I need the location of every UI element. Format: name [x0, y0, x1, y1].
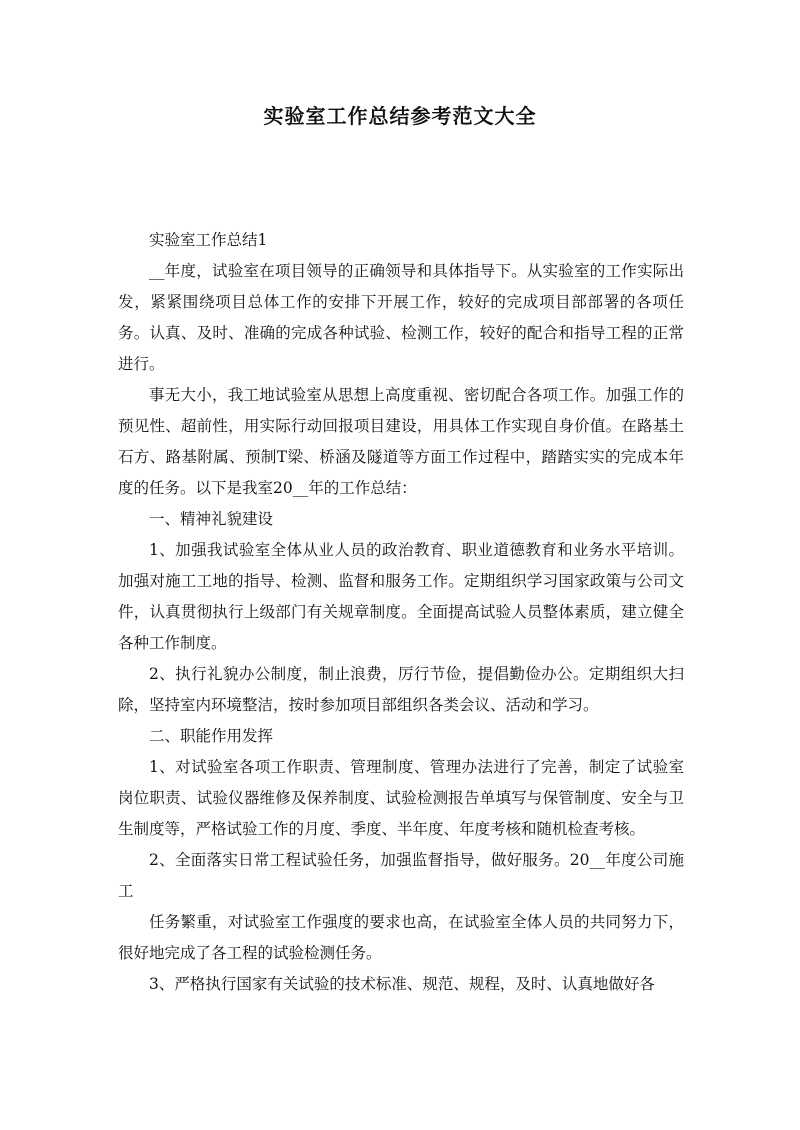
- section-heading: 二、职能作用发挥: [149, 727, 274, 745]
- section-heading: 一、精神礼貌建设: [149, 510, 274, 528]
- paragraph: 3、严格执行国家有关试验的技术标准、规范、规程，及时、认真地做好各: [149, 975, 655, 993]
- paragraph: 任务繁重，对试验室工作强度的要求也高，在试验室全体人员的共同努力下，很好地完成了各工程的试验检测任务。: [118, 913, 684, 962]
- paragraph: 1、对试验室各项工作职责、管理制度、管理办法进行了完善，制定了试验室岗位职责、试验仪器维修及保养制度、试验检测报告单填写与保管制度、安全与卫生制度等，严格试验工作的月度、季度、半年度、年度考核和随机检查考核。: [118, 758, 684, 838]
- paragraph: __年度，试验室在项目领导的正确领导和具体指导下。从实验室的工作实际出发，紧紧围绕项目总体工作的安排下开展工作，较好的完成项目部部署的各项任务。认真、及时、准确的完成各种试验、检测工作，较好的配合和指导工程的正常进行。: [118, 262, 684, 373]
- paragraph: 1、加强我试验室全体从业人员的政治教育、职业道德教育和业务水平培训。加强对施工工地的指导、检测、监督和服务工作。定期组织学习国家政策与公司文件，认真贯彻执行上级部门有关规章制度。全面提高试验人员整体素质，建立健全各种工作制度。: [118, 541, 684, 652]
- paragraph: 事无大小，我工地试验室从思想上高度重视、密切配合各项工作。加强工作的预见性、超前性，用实际行动回报项目建设，用具体工作实现自身价值。在路基土石方、路基附属、预制T梁、桥涵及隧道等方面工作过程中，踏踏实实的完成本年度的任务。以下是我室20__年的工作总结：: [118, 386, 684, 497]
- document-body: [118, 225, 684, 1000]
- document-title: 实验室工作总结参考范文大全: [263, 104, 537, 128]
- section-heading: 实验室工作总结1: [149, 231, 268, 249]
- paragraph: 2、全面落实日常工程试验任务，加强监督指导，做好服务。20__年度公司施工: [118, 851, 684, 900]
- paragraph: 2、执行礼貌办公制度，制止浪费，厉行节俭，提倡勤俭办公。定期组织大扫除，坚持室内环境整洁，按时参加项目部组织各类会议、活动和学习。: [118, 665, 684, 714]
